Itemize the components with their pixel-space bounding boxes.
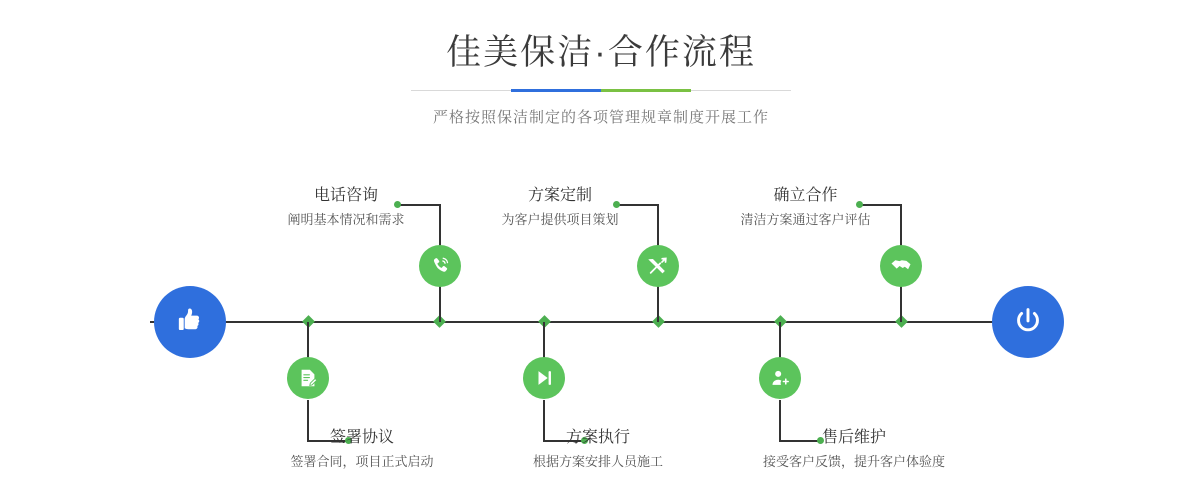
plan-tools-icon (647, 255, 669, 277)
step-6-node[interactable] (759, 357, 801, 399)
step-5-stem-lower (900, 285, 902, 322)
diagram-header (0, 30, 1202, 127)
step-2-node[interactable] (287, 357, 329, 399)
play-forward-icon (533, 367, 555, 389)
step-4-title: 方案执行 (565, 429, 630, 446)
timeline-axis (150, 321, 1052, 323)
step-1-node[interactable] (419, 245, 461, 287)
timeline-start-badge (154, 286, 226, 358)
divider-accent-blue (511, 89, 601, 92)
step-5-node[interactable] (880, 245, 922, 287)
power-icon (1010, 304, 1046, 340)
step-5-label (708, 186, 903, 230)
step-3-node[interactable] (637, 245, 679, 287)
step-3-stem-upper (657, 204, 659, 246)
step-3-title: 方案定制 (527, 187, 592, 204)
step-1-label (252, 186, 440, 230)
step-6-stem-upper (779, 322, 781, 358)
title-divider (411, 86, 791, 96)
handshake-icon (889, 254, 913, 278)
page-title: 佳美保洁·合作流程 (446, 33, 756, 72)
step-2-label (262, 428, 462, 472)
thumbs-up-icon (173, 305, 207, 339)
step-3-stem-lower (657, 285, 659, 322)
document-edit-icon (297, 367, 319, 389)
step-6-label (734, 428, 974, 472)
step-5-desc: 清洁方案通过客户评估 (740, 212, 871, 227)
page-subtitle: 严格按照保洁制定的各项管理规章制度开展工作 (432, 109, 769, 126)
divider-accent-green (601, 89, 691, 92)
step-4-node[interactable] (523, 357, 565, 399)
phone-call-icon (429, 255, 451, 277)
customer-support-icon (769, 367, 791, 389)
step-1-stem-lower (439, 285, 441, 322)
step-4-label (498, 428, 698, 472)
step-3-desc: 为客户提供项目策划 (501, 212, 619, 227)
timeline-end-badge (992, 286, 1064, 358)
step-5-title: 确立合作 (773, 187, 838, 204)
step-2-title: 签署协议 (329, 429, 394, 446)
step-6-title: 售后维护 (821, 429, 886, 446)
step-4-desc: 根据方案安排人员施工 (532, 454, 663, 469)
step-1-title: 电话咨询 (313, 187, 378, 204)
step-2-desc: 签署合同，项目正式启动 (290, 454, 434, 469)
step-2-stem-upper (307, 322, 309, 358)
step-4-stem-upper (543, 322, 545, 358)
step-1-desc: 阐明基本情况和需求 (287, 212, 405, 227)
step-6-desc: 接受客户反馈，提升客户体验度 (762, 454, 945, 469)
step-3-label (465, 186, 655, 230)
